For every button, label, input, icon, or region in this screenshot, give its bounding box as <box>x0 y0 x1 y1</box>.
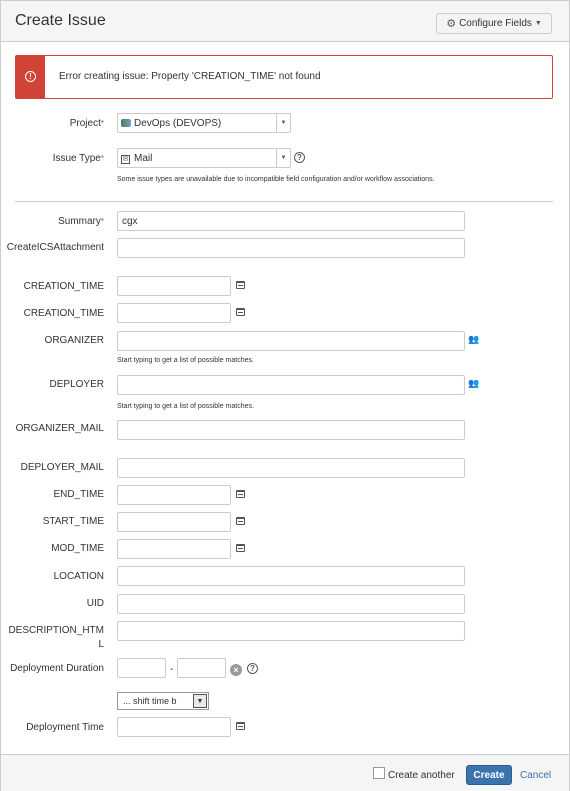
error-bar <box>16 56 45 98</box>
configure-fields-label: Configure Fields <box>459 18 532 29</box>
create-ics-attachment-label: CreateICSAttachment <box>6 242 104 253</box>
issue-type-select[interactable] <box>117 148 291 168</box>
create-ics-attachment-input[interactable] <box>117 238 465 258</box>
calendar-icon[interactable] <box>236 722 245 730</box>
location-label: LOCATION <box>53 571 104 582</box>
deployment-duration-label: Deployment Duration <box>10 663 104 674</box>
dialog-title: Create Issue <box>15 12 106 29</box>
creation-time-input-2[interactable] <box>117 303 231 323</box>
mail-icon: ✉ <box>122 155 129 163</box>
start-time-input[interactable] <box>117 512 231 532</box>
calendar-icon[interactable] <box>236 308 245 316</box>
mod-time-label: MOD_TIME <box>51 543 104 554</box>
chevron-down-icon[interactable]: ▼ <box>193 694 207 708</box>
location-input[interactable] <box>117 566 465 586</box>
user-picker-icon[interactable]: 👥 <box>468 379 477 389</box>
project-icon <box>121 119 131 130</box>
help-icon[interactable]: ? <box>294 152 305 163</box>
summary-input[interactable] <box>117 211 465 231</box>
end-time-input[interactable] <box>117 485 231 505</box>
deployer-hint: Start typing to get a list of possible matches. <box>117 403 254 410</box>
organizer-mail-input[interactable] <box>117 420 465 440</box>
description-html-label: DESCRIPTION_HTML <box>8 625 104 650</box>
creation-time-input[interactable] <box>117 276 231 296</box>
deployer-mail-label: DEPLOYER_MAIL <box>20 462 104 473</box>
deployer-input[interactable] <box>117 375 465 395</box>
organizer-mail-label: ORGANIZER_MAIL <box>15 423 104 434</box>
shift-time-select[interactable] <box>117 692 209 710</box>
organizer-input[interactable] <box>117 331 465 351</box>
issue-type-value: Mail <box>134 153 153 164</box>
duration-from-input[interactable] <box>117 658 166 678</box>
configure-fields-button[interactable] <box>436 13 552 34</box>
project-value: DevOps (DEVOPS) <box>134 118 222 129</box>
calendar-icon[interactable] <box>236 544 245 552</box>
deployment-time-input[interactable] <box>117 717 231 737</box>
end-time-label: END_TIME <box>53 489 104 500</box>
deployer-mail-input[interactable] <box>117 458 465 478</box>
duration-to-input[interactable] <box>177 658 226 678</box>
project-select[interactable] <box>117 113 291 133</box>
dialog-header <box>1 1 569 42</box>
user-picker-icon[interactable]: 👥 <box>468 335 477 345</box>
duration-separator: - <box>170 664 174 675</box>
start-time-label: START_TIME <box>42 516 104 527</box>
mod-time-input[interactable] <box>117 539 231 559</box>
deployer-label: DEPLOYER <box>49 379 104 390</box>
uid-label: UID <box>86 598 104 609</box>
help-icon[interactable]: ? <box>247 663 258 674</box>
error-message <box>15 55 553 99</box>
caret-down-icon: ▼ <box>534 20 542 27</box>
cancel-link[interactable]: Cancel <box>520 770 552 781</box>
calendar-icon[interactable] <box>236 281 245 289</box>
issue-type-hint: Some issue types are unavailable due to incompatible field configuration and/or workflow associations. <box>117 176 435 183</box>
dialog-footer <box>1 754 569 791</box>
chevron-down-icon[interactable]: ▼ <box>276 114 290 132</box>
chevron-down-icon[interactable]: ▼ <box>276 149 290 167</box>
divider <box>15 201 553 202</box>
create-button[interactable]: Create <box>466 765 512 785</box>
create-another-checkbox[interactable] <box>373 767 385 779</box>
shift-time-value: ... shift time b <box>123 696 177 706</box>
description-html-input[interactable] <box>117 621 465 641</box>
calendar-icon[interactable] <box>236 490 245 498</box>
organizer-label: ORGANIZER <box>44 335 104 346</box>
error-text: Error creating issue: Property 'CREATION_TIME' not found <box>59 71 321 82</box>
creation-time-label-2: CREATION_TIME <box>23 308 104 319</box>
summary-label: Summary* <box>58 216 104 227</box>
issue-type-label: Issue Type* <box>52 153 104 164</box>
organizer-hint: Start typing to get a list of possible matches. <box>117 357 254 364</box>
calendar-icon[interactable] <box>236 517 245 525</box>
project-label: Project* <box>69 118 104 129</box>
deployment-time-label: Deployment Time <box>26 722 104 733</box>
error-icon: ! <box>25 71 36 82</box>
clear-icon[interactable]: × <box>230 664 242 676</box>
uid-input[interactable] <box>117 594 465 614</box>
gear-icon: ⚙ <box>446 18 457 30</box>
create-another-label[interactable]: Create another <box>388 770 455 781</box>
creation-time-label: CREATION_TIME <box>23 281 104 292</box>
